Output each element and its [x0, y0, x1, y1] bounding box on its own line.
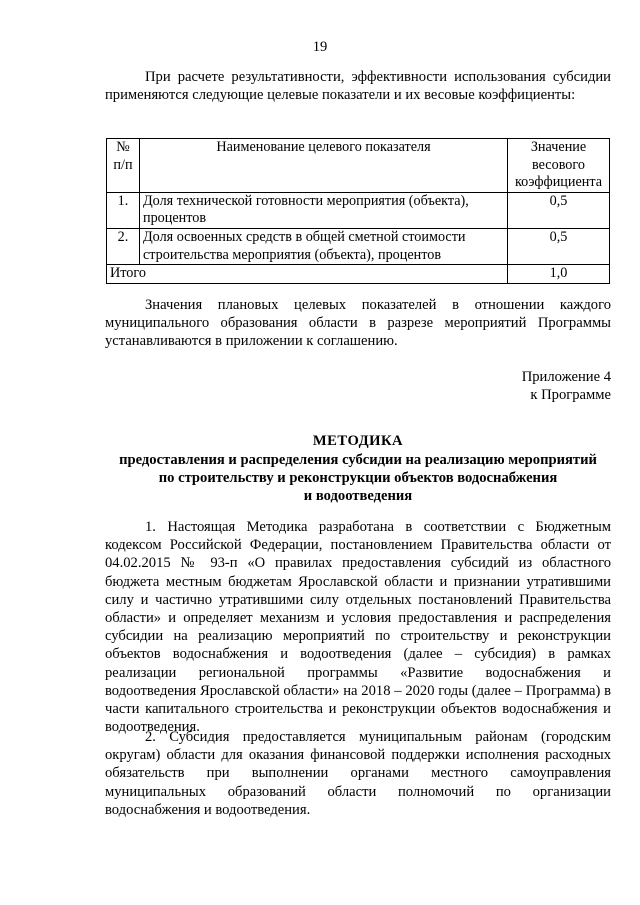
point-1-paragraph: 1. Настоящая Методика разработана в соответствии с Бюджетным кодексом Российской Федерации, постановлением Правительства области от 04.02.2015 № 93-п «О правилах предоставления субсидий из областного бюджета местным бюджетам Ярославской области и признании утратившими силу и частично утратившими силу отдельных постановлений Правительства области» и определяет механизм и условия предоставления и распределения субсидии на реализацию мероприятий по строительству и реконструкции объектов водоснабжения и водоотведения (далее – субсидия) в рамках реализации региональной программы «Развитие водоснабжения и водоотведения Ярославской области» на 2018 – 2020 годы (далее – Программа) в части капитального строительства и реконструкции объектов водоснабжения и водоотведения.: [105, 519, 611, 736]
row-num: 1.: [107, 192, 140, 228]
subtitle-line-2: по строительству и реконструкции объектов водоснабжения: [158, 470, 558, 487]
table-total-row: [107, 265, 610, 284]
subtitle-line-1: предоставления и распределения субсидии на реализацию мероприятий: [119, 452, 597, 468]
appendix-line-2: к Программе: [530, 387, 611, 404]
header-weight: Значение весового коэффициента: [508, 139, 610, 193]
plan-paragraph: Значения плановых целевых показателей в отношении каждого муниципального образования области в разрезе мероприятий Программы устанавливаются в приложении к соглашению.: [105, 297, 611, 350]
methodology-subtitle: [105, 451, 611, 506]
table-row: [107, 228, 610, 264]
header-name: Наименование целевого показателя: [140, 139, 508, 193]
row-name: Доля освоенных средств в общей сметной стоимости строительства мероприятия (объекта), процентов: [140, 228, 508, 264]
page-number: 19: [312, 39, 328, 55]
appendix-line-1: Приложение 4: [521, 369, 611, 385]
row-name: Доля технической готовности мероприятия (объекта), процентов: [140, 192, 508, 228]
appendix-reference: [500, 368, 611, 404]
header-num: № п/п: [107, 139, 140, 193]
point-2-paragraph: 2. Субсидия предоставляется муниципальным районам (городским округам) области для оказания финансовой поддержки исполнения расходных обязательств при выполнении органами местного самоуправления муниципальных образований области полномочий по организации водоснабжения и водоотведения.: [105, 729, 611, 818]
total-label: Итого: [107, 265, 508, 284]
row-weight: 0,5: [508, 228, 610, 264]
row-weight: 0,5: [508, 192, 610, 228]
indicators-table: [106, 138, 610, 284]
intro-paragraph: При расчете результативности, эффективности использования субсидии применяются следующие целевые показатели и их весовые коэффициенты:: [105, 69, 611, 104]
table-header-row: [107, 139, 610, 193]
methodology-title: МЕТОДИКА: [312, 433, 404, 449]
row-num: 2.: [107, 228, 140, 264]
total-weight: 1,0: [508, 265, 610, 284]
subtitle-line-3: и водоотведения: [303, 488, 413, 505]
table-row: [107, 192, 610, 228]
